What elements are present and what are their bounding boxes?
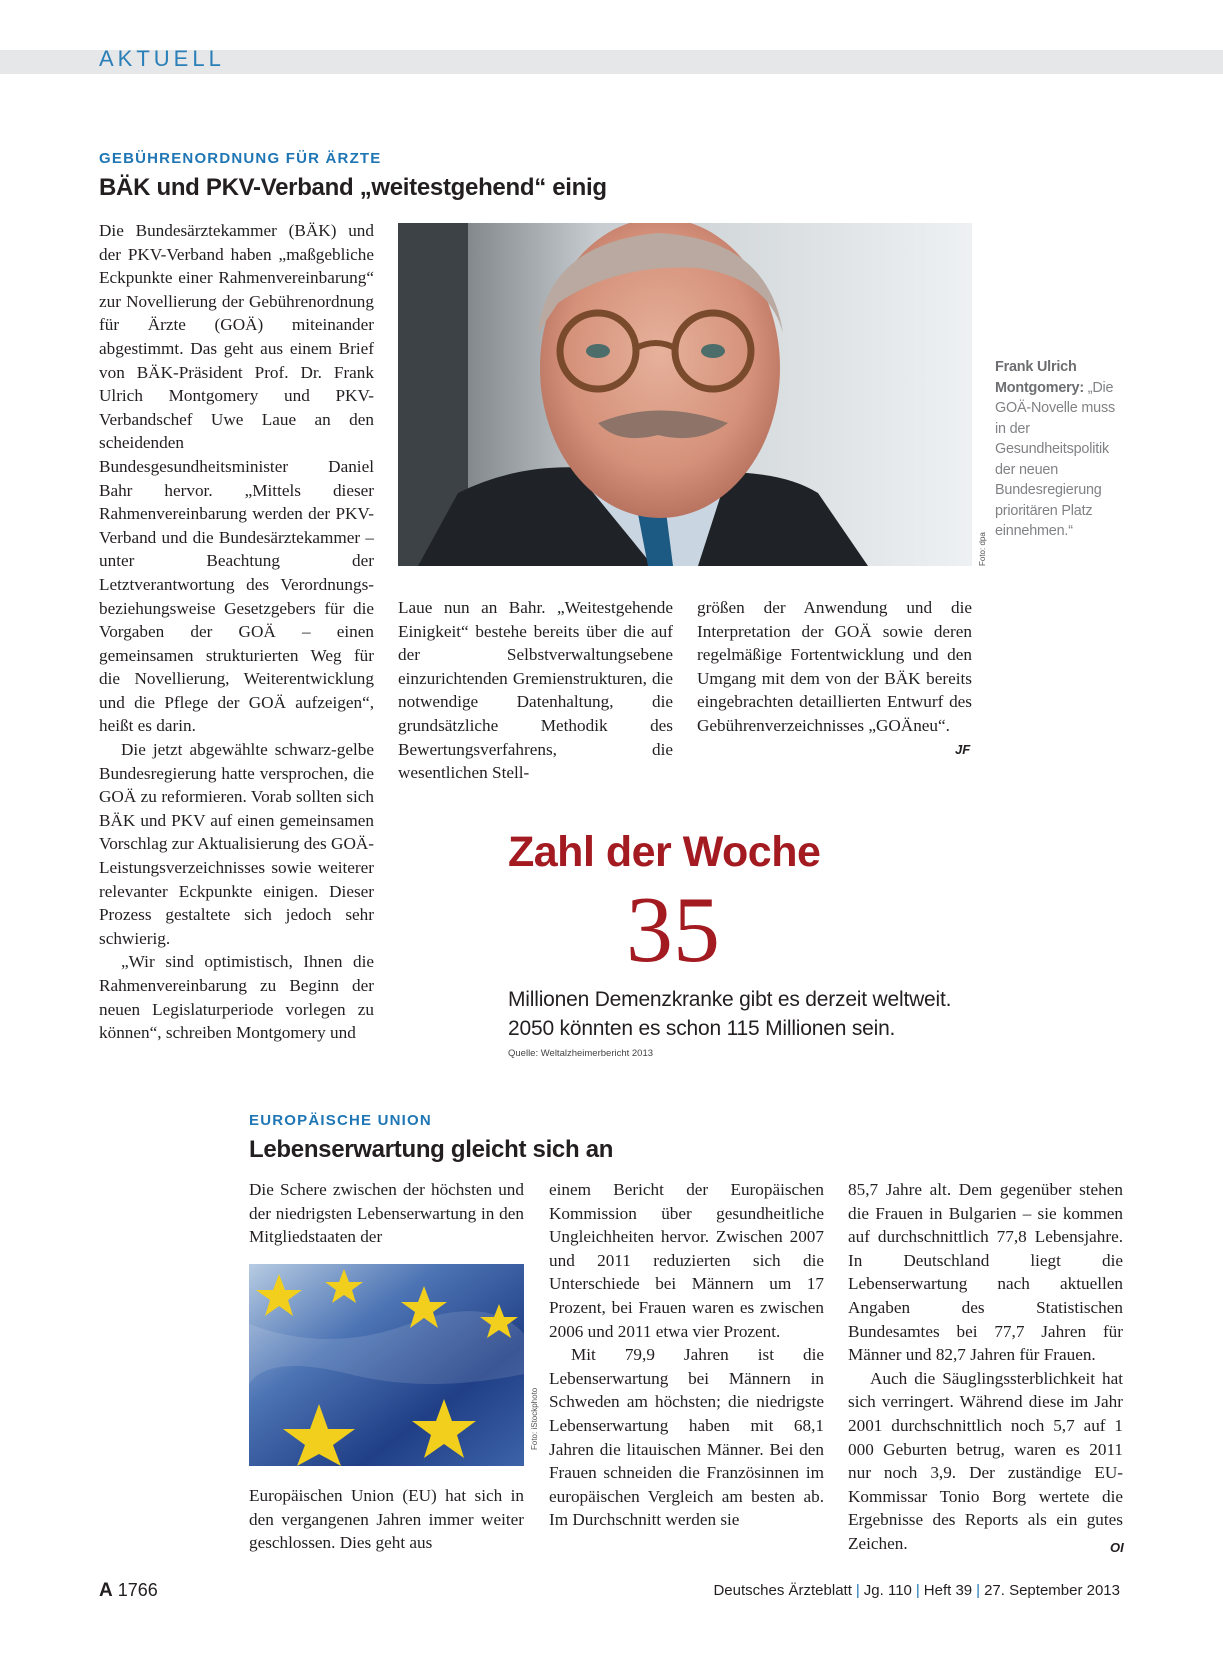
caption-name: Frank Ulrich Montgomery: (995, 359, 1084, 396)
article1-paragraph: Laue nun an Bahr. „Weitestgehende Einigkeit“ bestehe bereits über die auf der Selbstverwaltungsebene einzurichtenden Gremienstrukturen, die notwendige Datenhaltung, die grundsätzliche Methodik des Bewertungsverfahrens, die wesentlichen Stell- (398, 598, 673, 783)
article1-paragraph: größen der Anwendung und die Interpretation der GOÄ sowie deren regelmäßige Fortentwicklung und den Umgang mit dem von der BÄK bereits eingebrachten detaillierten Entwurf des Gebührenverzeichnisses „GOÄneu“. (697, 598, 972, 735)
separator: | (915, 1582, 920, 1599)
article1-column-1 (99, 219, 374, 1045)
montgomery-photo (398, 223, 972, 566)
photo-caption (995, 357, 1125, 542)
number-of-week-text: Millionen Demenzkranke gibt es derzeit weltweit. 2050 könnten es schon 115 Millionen sein. (508, 988, 952, 1040)
eu-flag-photo (249, 1264, 524, 1466)
eu-photo-credit: Foto: iStockphoto (530, 1387, 539, 1450)
page-number (99, 1580, 158, 1602)
section-label: AKTUELL (99, 46, 225, 71)
number-of-week-source: Quelle: Weltalzheimerbericht 2013 (508, 1048, 654, 1059)
article2-paragraph: einem Bericht der Europäischen Kommission über gesundheitliche Ungleichheiten hervor. Zwischen 2007 und 2011 reduzierten sich die Unterschiede bei Männern um 17 Prozent, bei Frauen waren es zwischen 2006 und 2011 etwa vier Prozent. (549, 1180, 824, 1341)
journal-name: Deutsches Ärzteblatt (713, 1582, 852, 1599)
article2-paragraph: Auch die Säuglingssterblichkeit hat sich verringert. Während diese im Jahr 2001 durchschnittlich noch 5,7 auf 1 000 Geburten betrug, waren es 2011 nur noch 3,9. Der zuständige EU-Kommissar Tonio Borg wertete die Ergebnisse des Reports als ein gutes Zeichen. (848, 1368, 1123, 1553)
journal-volume: Jg. 110 (863, 1582, 912, 1599)
journal-info (713, 1582, 1120, 1599)
photo-credit: Foto: dpa (978, 532, 987, 566)
separator: | (976, 1582, 981, 1599)
article1-column-3 (697, 596, 972, 738)
article1-paragraph: „Wir sind optimistisch, Ihnen die Rahmenvereinbarung zu Beginn der neuen Legislaturperiode vorlegen zu können“, schreiben Montgomery und (99, 952, 374, 1043)
caption-text: „Die GOÄ-Novelle muss in der Gesundheitspolitik der neuen Bundesregierung prioritären Platz einnehmen.“ (995, 379, 1115, 539)
article2-column-1-bottom (249, 1484, 524, 1555)
page-number-value: 1766 (117, 1580, 158, 1600)
article1-headline: BÄK und PKV-Verband „weitestgehend“ einig (99, 174, 607, 201)
article2-paragraph: 85,7 Jahre alt. Dem gegenüber stehen die Frauen in Bulgarien – sie kommen auf durchschnittlich 77,8 Lebensjahre. In Deutschland liegt die Lebenserwartung nach aktuellen Angaben des Statistischen Bundesamtes bei 77,7 Jahren für Männer und 82,7 Jahren für Frauen. (848, 1180, 1123, 1365)
article2-kicker: EUROPÄISCHE UNION (249, 1112, 432, 1129)
article1-signature: JF (955, 742, 971, 757)
number-of-week-value: 35 (626, 878, 720, 982)
separator: | (855, 1582, 860, 1599)
article2-headline: Lebenserwartung gleicht sich an (249, 1136, 614, 1163)
article2-column-1-top (249, 1178, 524, 1249)
article1-paragraph: Die Bundesärztekammer (BÄK) und der PKV-Verband haben „maßgebliche Eckpunkte einer Rahmenvereinbarung“ zur Novellierung der Gebührenordnung für Ärzte (GOÄ) miteinander abgestimmt. Das geht aus einem Brief von BÄK-Präsident Prof. Dr. Frank Ulrich Montgomery und PKV-Verbandschef Uwe Laue an den scheidenden Bundesgesundheitsminister Daniel Bahr hervor. „Mittels dieser Rahmenvereinbarung werden der PKV-Verband und die Bundesärztekammer – unter Beachtung der Letztverantwortung des Verordnungs- beziehungsweise Gesetzgebers für die Vorgaben der GOÄ – einen gemeinsamen strukturierten Weg für die Novellierung, Weiterentwicklung und die Pflege der GOÄ aufzeigen“, heißt es darin. (99, 221, 374, 736)
article2-paragraph: Europäischen Union (EU) hat sich in den vergangenen Jahren immer weiter geschlossen. Dies geht aus (249, 1486, 524, 1553)
page-prefix: A (99, 1580, 113, 1601)
article2-paragraph: Die Schere zwischen der höchsten und der niedrigsten Lebenserwartung in den Mitgliedstaaten der (249, 1180, 524, 1247)
article2-column-2 (549, 1178, 824, 1532)
journal-issue: Heft 39 (923, 1582, 973, 1599)
article1-column-2 (398, 596, 673, 785)
article2-column-3 (848, 1178, 1123, 1556)
journal-date: 27. September 2013 (984, 1582, 1120, 1599)
article1-kicker: GEBÜHRENORDNUNG FÜR ÄRZTE (99, 150, 382, 167)
number-of-week-title: Zahl der Woche (508, 828, 821, 876)
article2-paragraph: Mit 79,9 Jahren ist die Lebenserwartung bei Männern in Schweden am höchsten; die niedrigste Lebenserwartung haben mit 68,1 Jahren die litauischen Männer. Bei den Frauen schneiden die Französinnen im europäischen Vergleich am besten ab. Im Durchschnitt werden sie (549, 1345, 824, 1530)
article2-signature: OI (1110, 1540, 1124, 1555)
article1-paragraph: Die jetzt abgewählte schwarz-gelbe Bundesregierung hatte versprochen, die GOÄ zu reformieren. Vorab sollten sich BÄK und PKV auf einen gemeinsamen Vorschlag zur Aktualisierung des GOÄ-Leistungsverzeichnisses sowie weiterer relevanter Eckpunkte einigen. Dieser Prozess gestaltete sich jedoch sehr schwierig. (99, 740, 374, 948)
